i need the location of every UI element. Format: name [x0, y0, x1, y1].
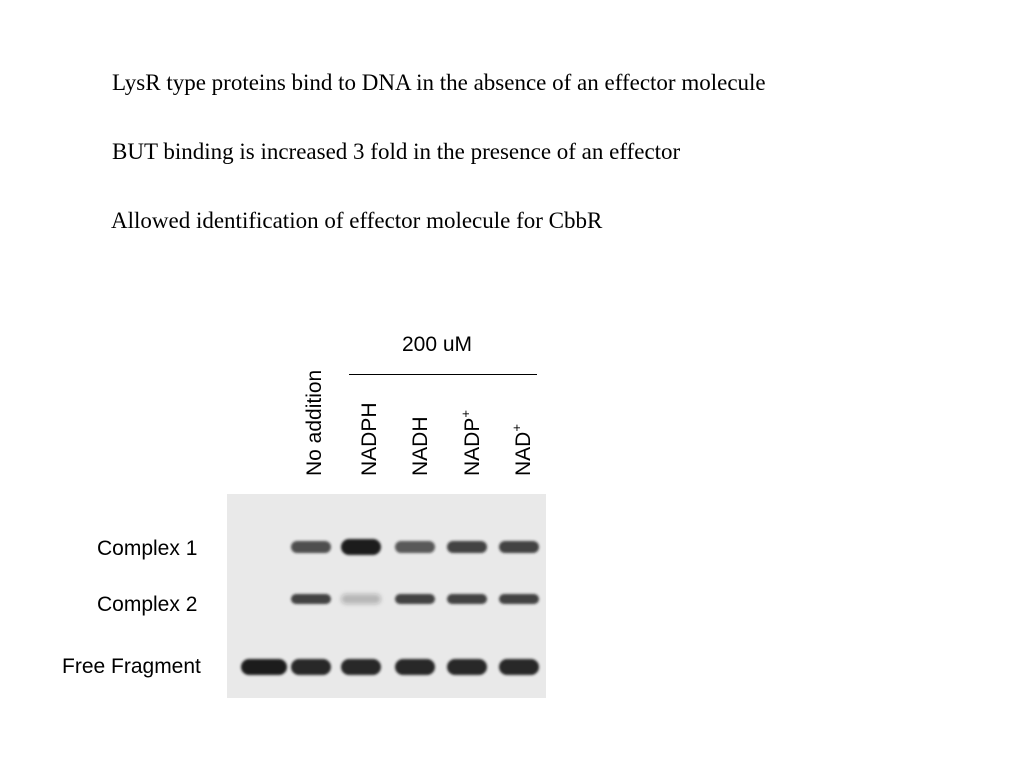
row-label-complex-2: Complex 2 — [97, 593, 198, 616]
band-lane-3-complex-2 — [395, 594, 435, 604]
band-lane-1-free-fragment — [291, 659, 331, 675]
band-lane-1-complex-1 — [291, 541, 331, 553]
band-lane-5-free-fragment — [499, 659, 539, 675]
bullet-1: LysR type proteins bind to DNA in the absence of an effector molecule — [112, 70, 766, 95]
gel-image — [227, 494, 546, 698]
row-label-free-fragment: Free Fragment — [62, 655, 201, 678]
band-lane-4-complex-2 — [447, 594, 487, 604]
lane-label-nadph: NADPH — [358, 402, 381, 476]
band-lane-4-free-fragment — [447, 659, 487, 675]
lane-label-no-addition: No addition — [303, 369, 326, 476]
concentration-label: 200 uM — [402, 333, 473, 356]
band-lane-0-free-fragment — [241, 659, 287, 675]
band-lane-4-complex-1 — [447, 541, 487, 553]
lane-label-nadp-plus: NADP+ — [458, 410, 484, 476]
row-label-complex-1: Complex 1 — [97, 537, 198, 560]
band-lane-2-complex-2 — [341, 594, 381, 604]
lane-label-nad-plus: NAD+ — [509, 424, 535, 476]
concentration-bracket-line — [349, 374, 537, 375]
lane-label-nadh: NADH — [409, 416, 432, 476]
band-lane-2-free-fragment — [341, 659, 381, 675]
band-lane-5-complex-1 — [499, 541, 539, 553]
bullet-3: Allowed identification of effector molecule for CbbR — [111, 208, 603, 233]
band-lane-3-free-fragment — [395, 659, 435, 675]
band-lane-3-complex-1 — [395, 541, 435, 553]
band-lane-1-complex-2 — [291, 594, 331, 604]
band-lane-5-complex-2 — [499, 594, 539, 604]
band-lane-2-complex-1 — [341, 539, 381, 555]
bullet-2: BUT binding is increased 3 fold in the presence of an effector — [112, 139, 681, 164]
